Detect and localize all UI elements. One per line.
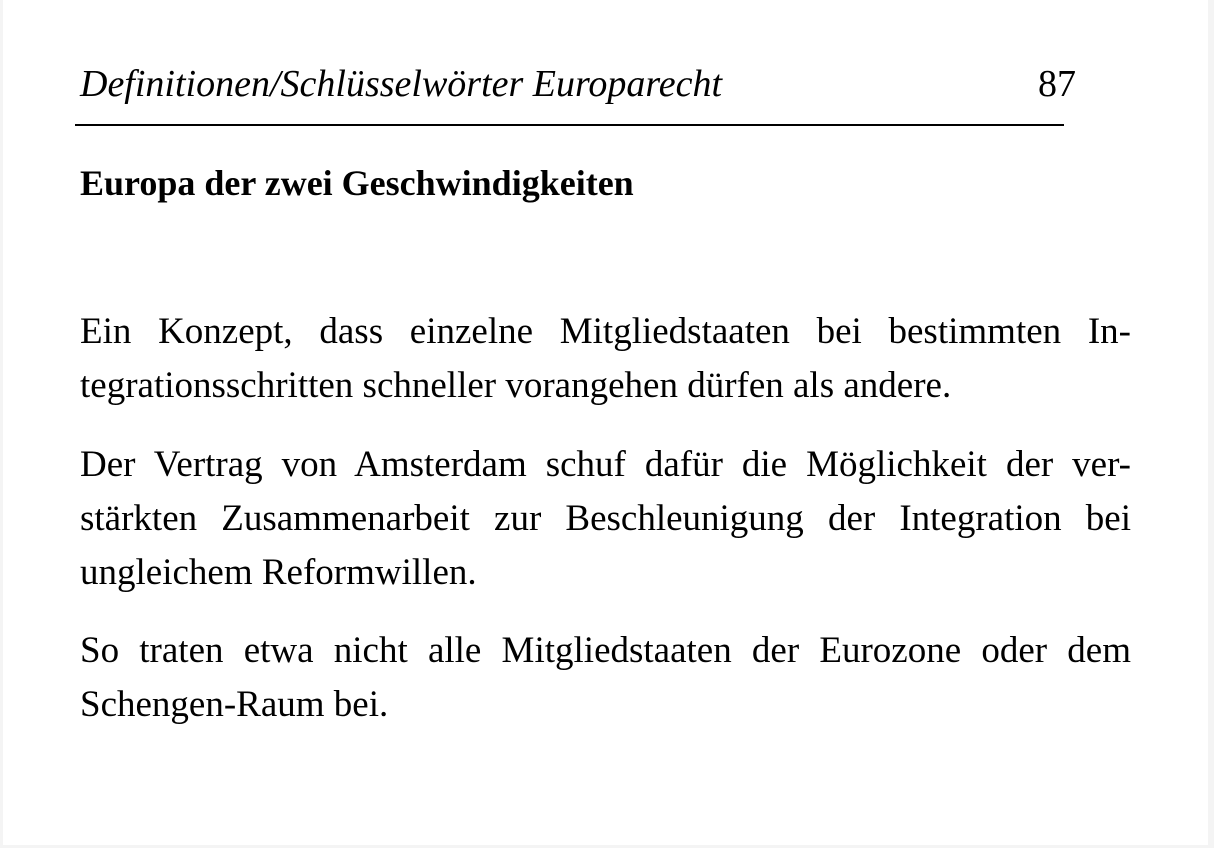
page-number: 87 xyxy=(1038,63,1076,105)
paragraph-amsterdam-treaty: Der Vertrag von Amsterdam schuf dafür die Möglichkeit der ver-stärkten Zusammenarbeit zur Beschleunigung der Integration bei ungleichem Reformwillen. xyxy=(80,444,1131,593)
header-divider xyxy=(75,124,1064,126)
document-page xyxy=(3,0,1208,845)
paragraph-examples: So traten etwa nicht alle Mitgliedstaaten der Eurozone oder dem Schengen-Raum bei. xyxy=(80,630,1131,725)
running-title: Definitionen/Schlüsselwörter Europarecht xyxy=(80,63,723,105)
entry-heading: Europa der zwei Geschwindigkeiten xyxy=(80,163,634,203)
paragraph-definition: Ein Konzept, dass einzelne Mitgliedstaaten bei bestimmten In-tegrationsschritten schneller vorangehen dürfen als andere. xyxy=(80,311,1131,406)
